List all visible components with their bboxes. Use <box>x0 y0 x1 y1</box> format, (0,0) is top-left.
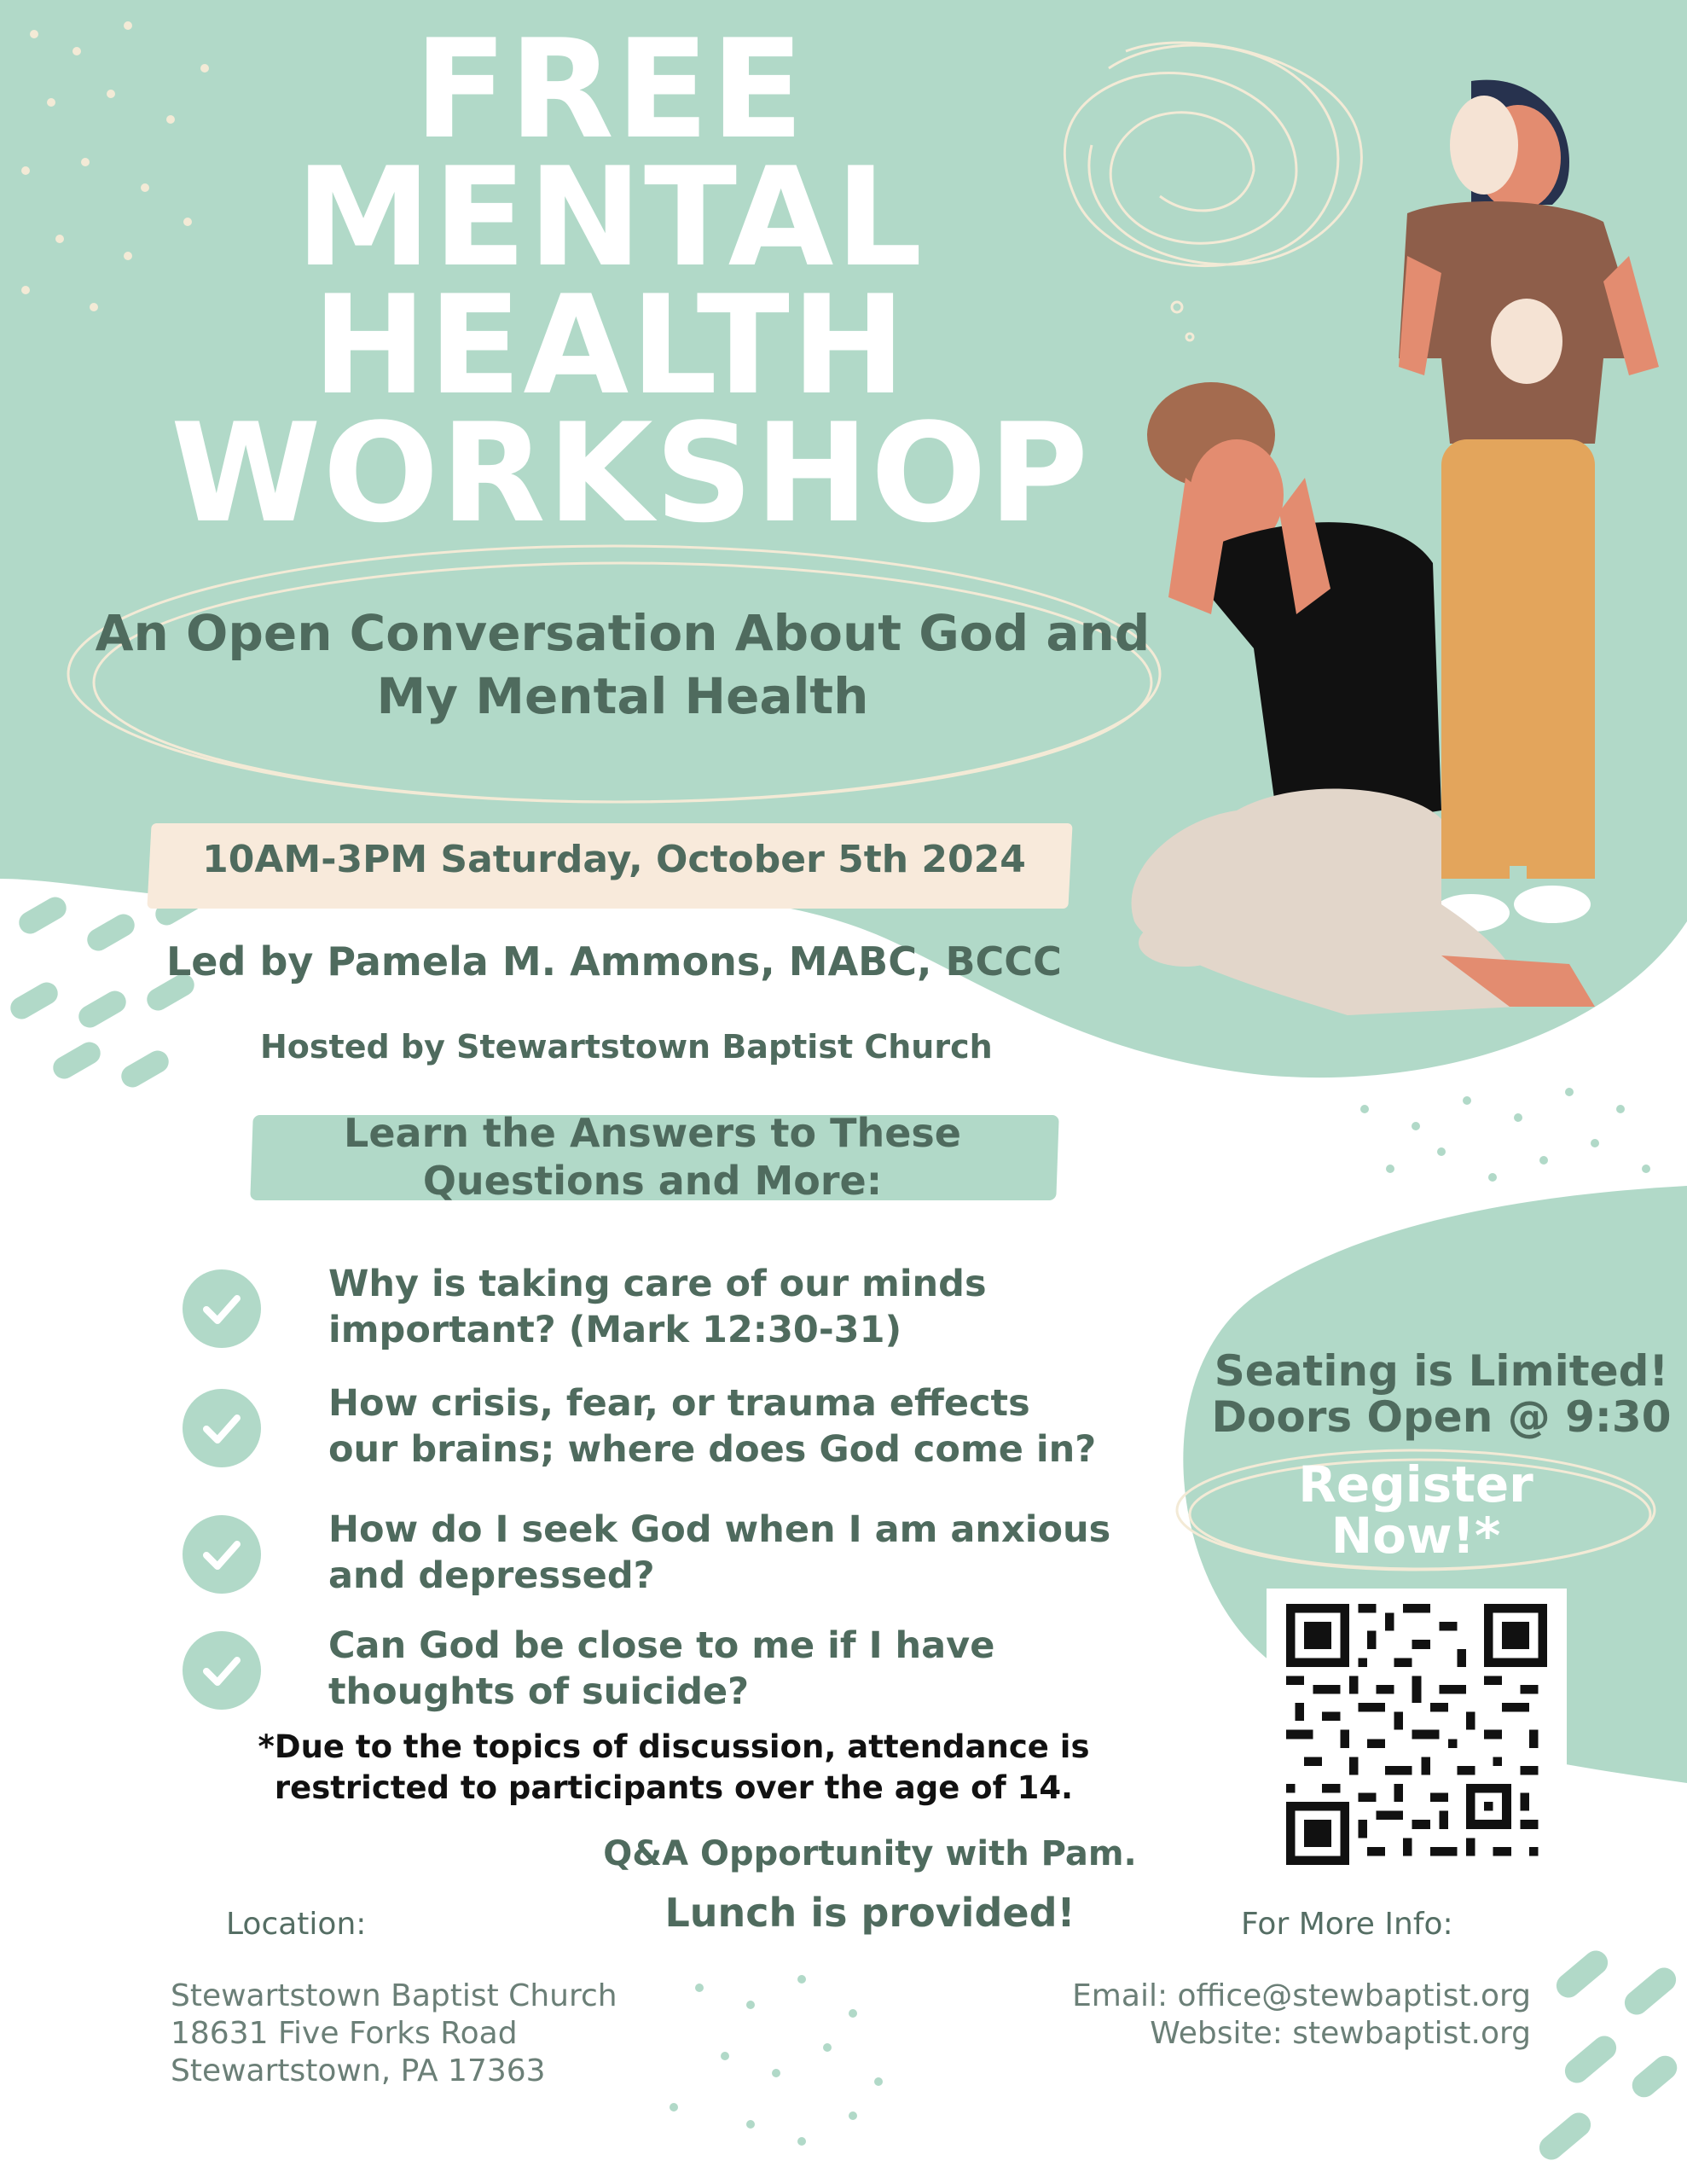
seating-line-1: Seating is Limited! <box>1214 1346 1669 1396</box>
question-text <box>328 1507 1164 1599</box>
question-line: How crisis, fear, or trauma effects <box>328 1382 1030 1425</box>
register-line-2: Now!* <box>1330 1507 1501 1565</box>
age-disclaimer <box>213 1727 1134 1809</box>
question-line: thoughts of suicide? <box>328 1670 750 1713</box>
contact-info <box>981 1978 1531 2053</box>
question-text <box>328 1380 1164 1472</box>
question-line: our brains; where does God come in? <box>328 1428 1097 1471</box>
brush-strokes-left <box>7 885 207 1092</box>
brush-strokes-bottom-right <box>1534 1946 1682 2164</box>
title-line-2: MENTAL <box>295 137 925 297</box>
more-info-label: For More Info: <box>1241 1907 1453 1942</box>
learn-heading-line-1: Learn the Answers to These <box>344 1110 961 1156</box>
register-line-1: Register <box>1298 1455 1533 1513</box>
question-item <box>171 1261 1143 1355</box>
lunch-note: Lunch is provided! <box>664 1890 1075 1936</box>
seating-line-2: Doors Open @ 9:30 <box>1211 1392 1672 1442</box>
question-line: important? (Mark 12:30-31) <box>328 1309 902 1351</box>
check-circle-icon <box>183 1269 261 1348</box>
seating-notice <box>1203 1348 1680 1440</box>
location-label: Location: <box>226 1907 367 1942</box>
address-line-1: Stewartstown Baptist Church <box>171 1978 617 2013</box>
title-line-3: HEALTH <box>312 265 907 425</box>
address-line-2: 18631 Five Forks Road <box>171 2016 518 2051</box>
question-text <box>328 1623 1164 1715</box>
host-credit: Hosted by Stewartstown Baptist Church <box>260 1028 993 1066</box>
check-circle-icon <box>183 1631 261 1710</box>
location-address <box>171 1978 617 2090</box>
question-text <box>328 1261 1164 1353</box>
presenter-credit: Led by Pamela M. Ammons, MABC, BCCC <box>166 938 1062 985</box>
contact-website[interactable]: Website: stewbaptist.org <box>1150 2016 1531 2051</box>
question-line: How do I seek God when I am anxious <box>328 1508 1111 1551</box>
qr-code <box>1282 1604 1551 1865</box>
disclaimer-line-2: restricted to participants over the age of 14. <box>274 1769 1074 1806</box>
poster-subtitle <box>85 601 1160 728</box>
question-item <box>171 1380 1143 1474</box>
question-line: and depressed? <box>328 1554 655 1597</box>
check-circle-icon <box>183 1389 261 1467</box>
question-item <box>171 1507 1143 1600</box>
subtitle-line-2: My Mental Health <box>376 667 869 725</box>
question-item <box>171 1623 1143 1716</box>
register-now-callout <box>1228 1455 1603 1565</box>
title-line-4: WORKSHOP <box>171 393 1091 553</box>
dots-bottom-center <box>670 1975 883 2146</box>
address-line-3: Stewartstown, PA 17363 <box>171 2053 546 2088</box>
title-line-1: FREE <box>414 9 806 169</box>
subtitle-line-1: An Open Conversation About God and <box>95 604 1151 662</box>
contact-email[interactable]: Email: office@stewbaptist.org <box>1072 1978 1531 2013</box>
question-line: Why is taking care of our minds <box>328 1263 987 1305</box>
dots-right-middle <box>1360 1088 1650 1182</box>
learn-heading-line-2: Questions and More: <box>422 1158 883 1204</box>
learn-heading <box>256 1109 1049 1205</box>
question-line: Can God be close to me if I have <box>328 1624 995 1667</box>
check-circle-icon <box>183 1515 261 1594</box>
qa-note: Q&A Opportunity with Pam. <box>603 1834 1137 1873</box>
event-date-time: 10AM-3PM Saturday, October 5th 2024 <box>202 838 1026 881</box>
registration-qr-code[interactable] <box>1267 1589 1567 1879</box>
disclaimer-line-1: *Due to the topics of discussion, attendance is <box>258 1728 1090 1765</box>
poster-title <box>171 9 1091 553</box>
